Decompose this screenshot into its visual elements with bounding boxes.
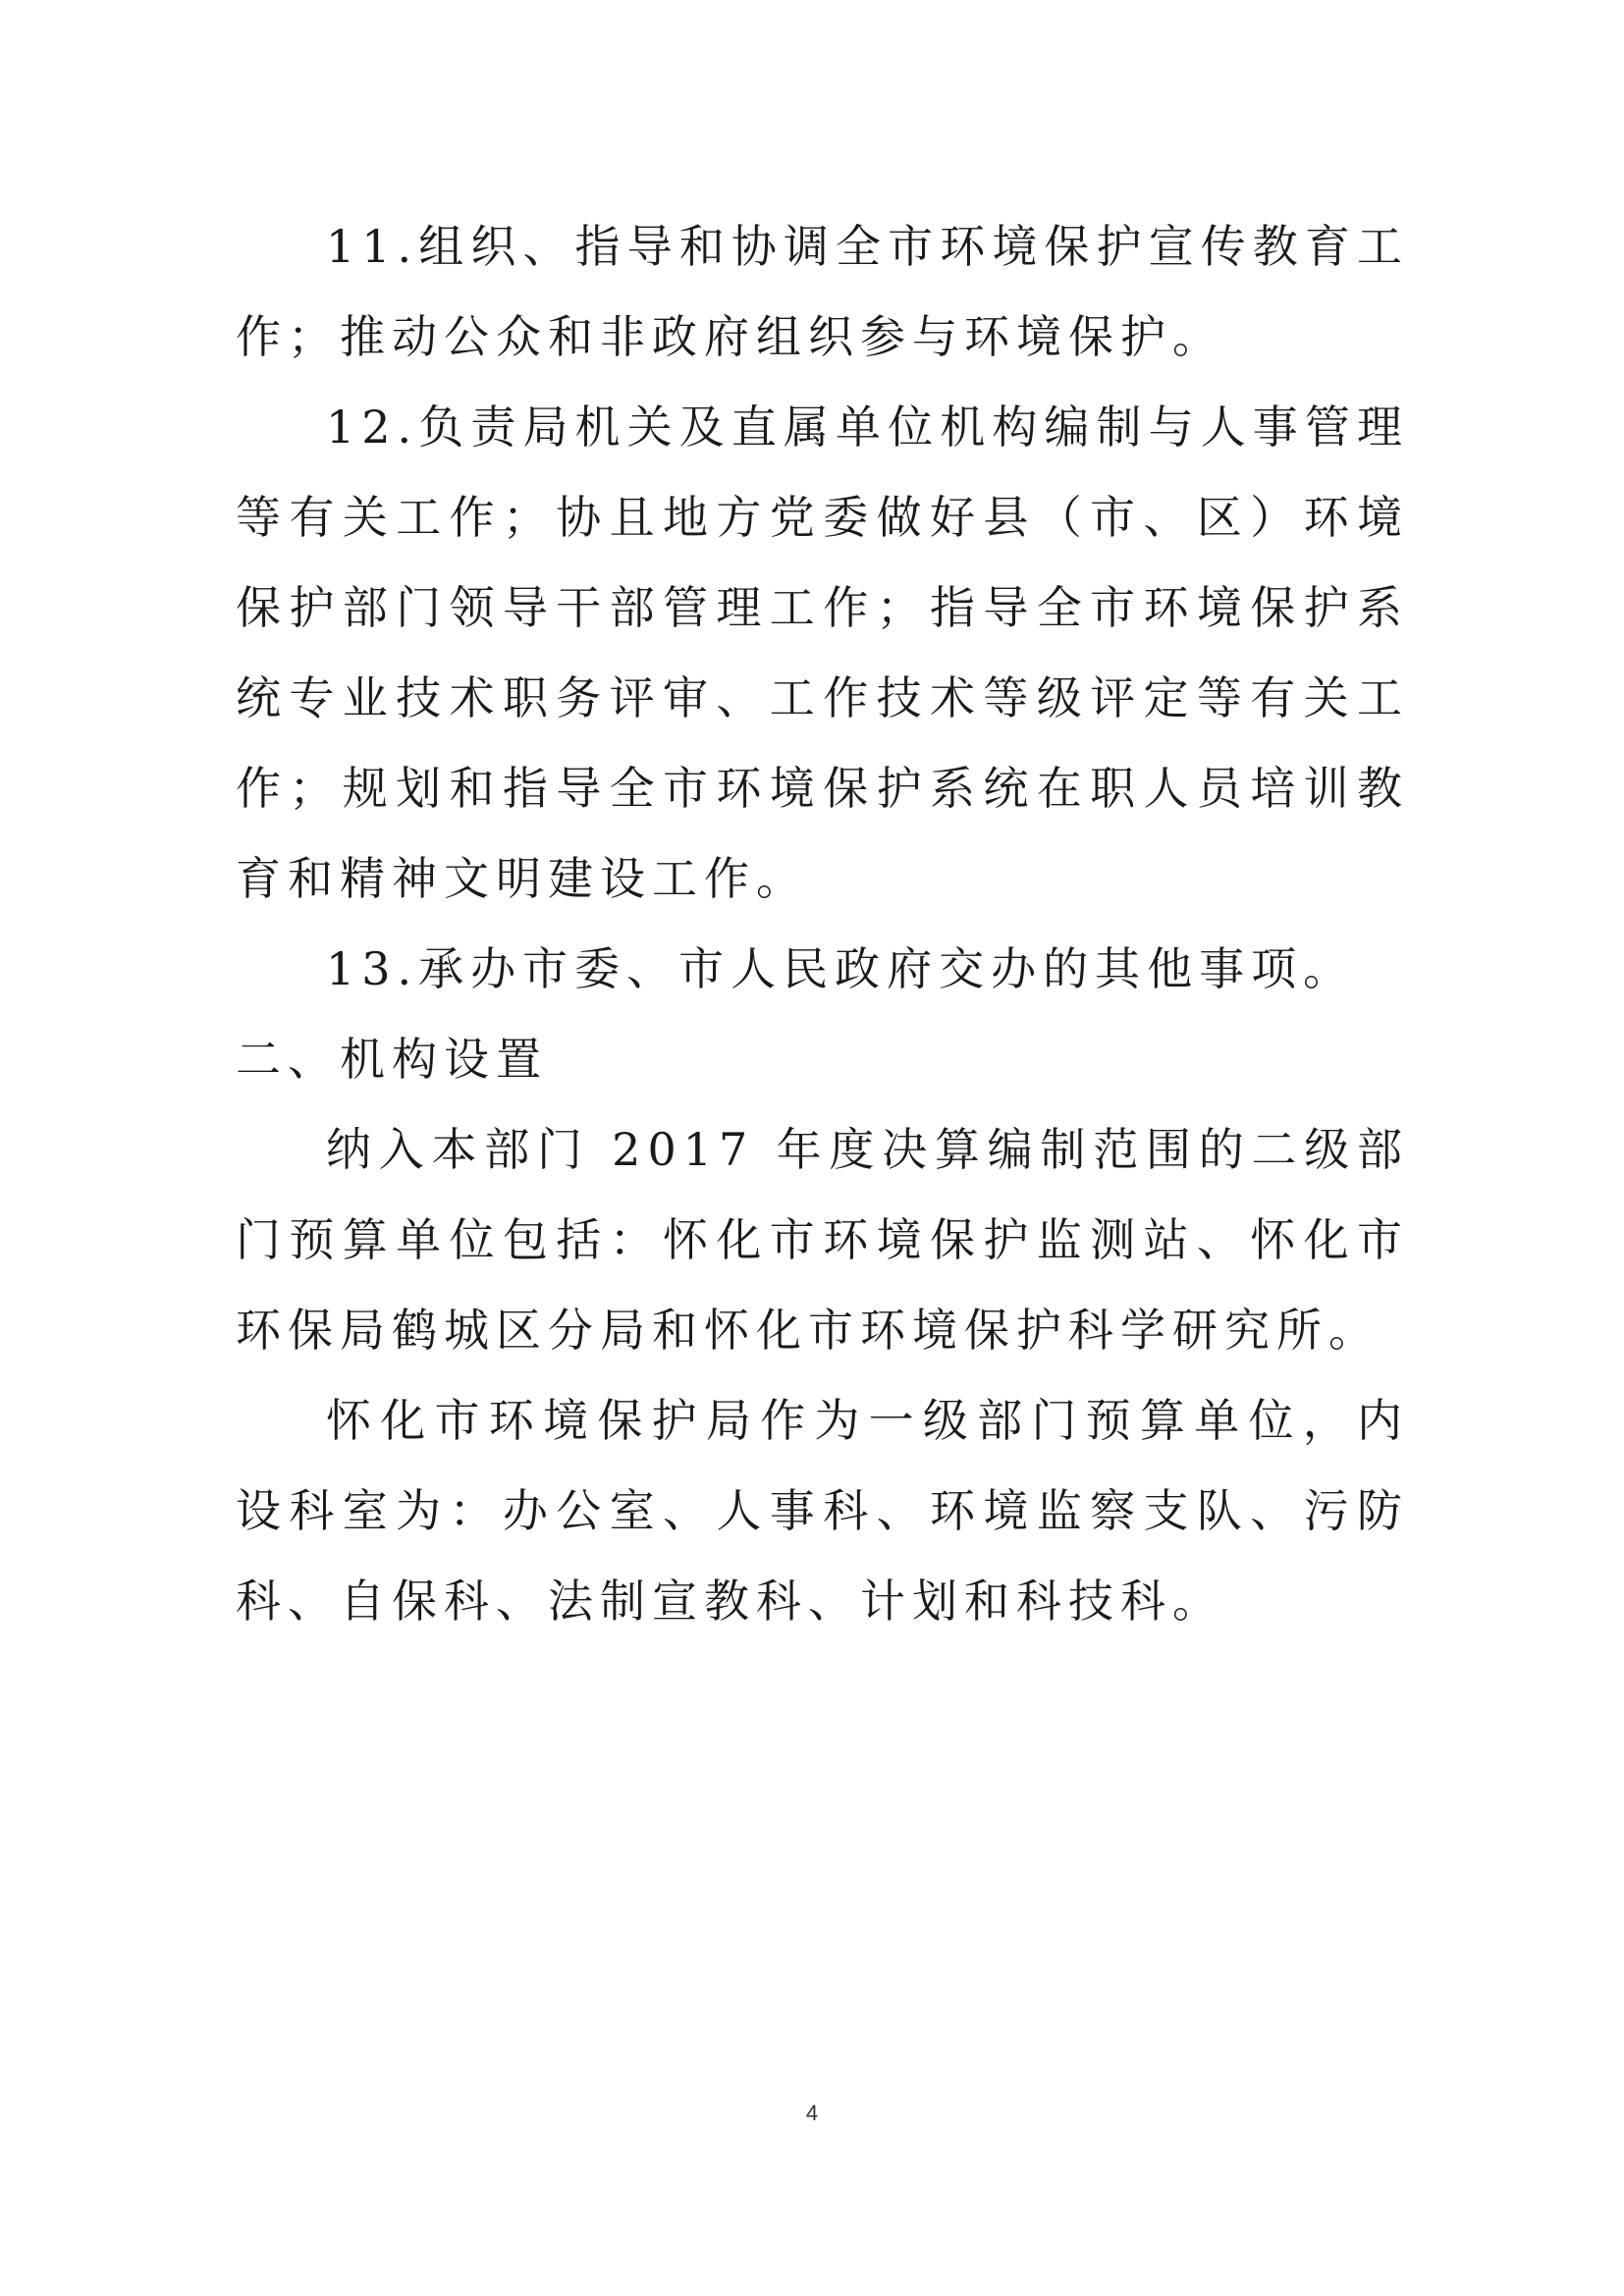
page-number: 4 [805,2101,819,2125]
paragraph-secondary-units: 纳入本部门 2017 年度决算编制范围的二级部门预算单位包括：怀化市环境保护监测站、怀化市环保局鹤城区分局和怀化市环境保护科学研究所。 [236,1123,1409,1357]
paragraph-item-11: 11.组织、指导和协调全市环境保护宣传教育工作；推动公众和非政府组织参与环境保护。 [236,220,1409,363]
section-heading-organization: 二、机构设置 [236,1033,548,1086]
paragraph-item-12: 12.负责局机关及直属单位机构编制与人事管理等有关工作；协且地方党委做好县（市、区）环境保护部门领导干部管理工作；指导全市环境保护系统专业技术职务评审、工作技术等级评定等有关工作；规划和指导全市环境保护系统在职人员培训教育和精神文明建设工作。 [236,400,1409,905]
paragraph-internal-departments: 怀化市环境保护局作为一级部门预算单位，内设科室为：办公室、人事科、环境监察支队、污防科、自保科、法制宣教科、计划和科技科。 [236,1394,1409,1628]
paragraph-item-13: 13.承办市委、市人民政府交办的其他事项。 [326,942,1356,995]
document-body [236,201,1409,1646]
